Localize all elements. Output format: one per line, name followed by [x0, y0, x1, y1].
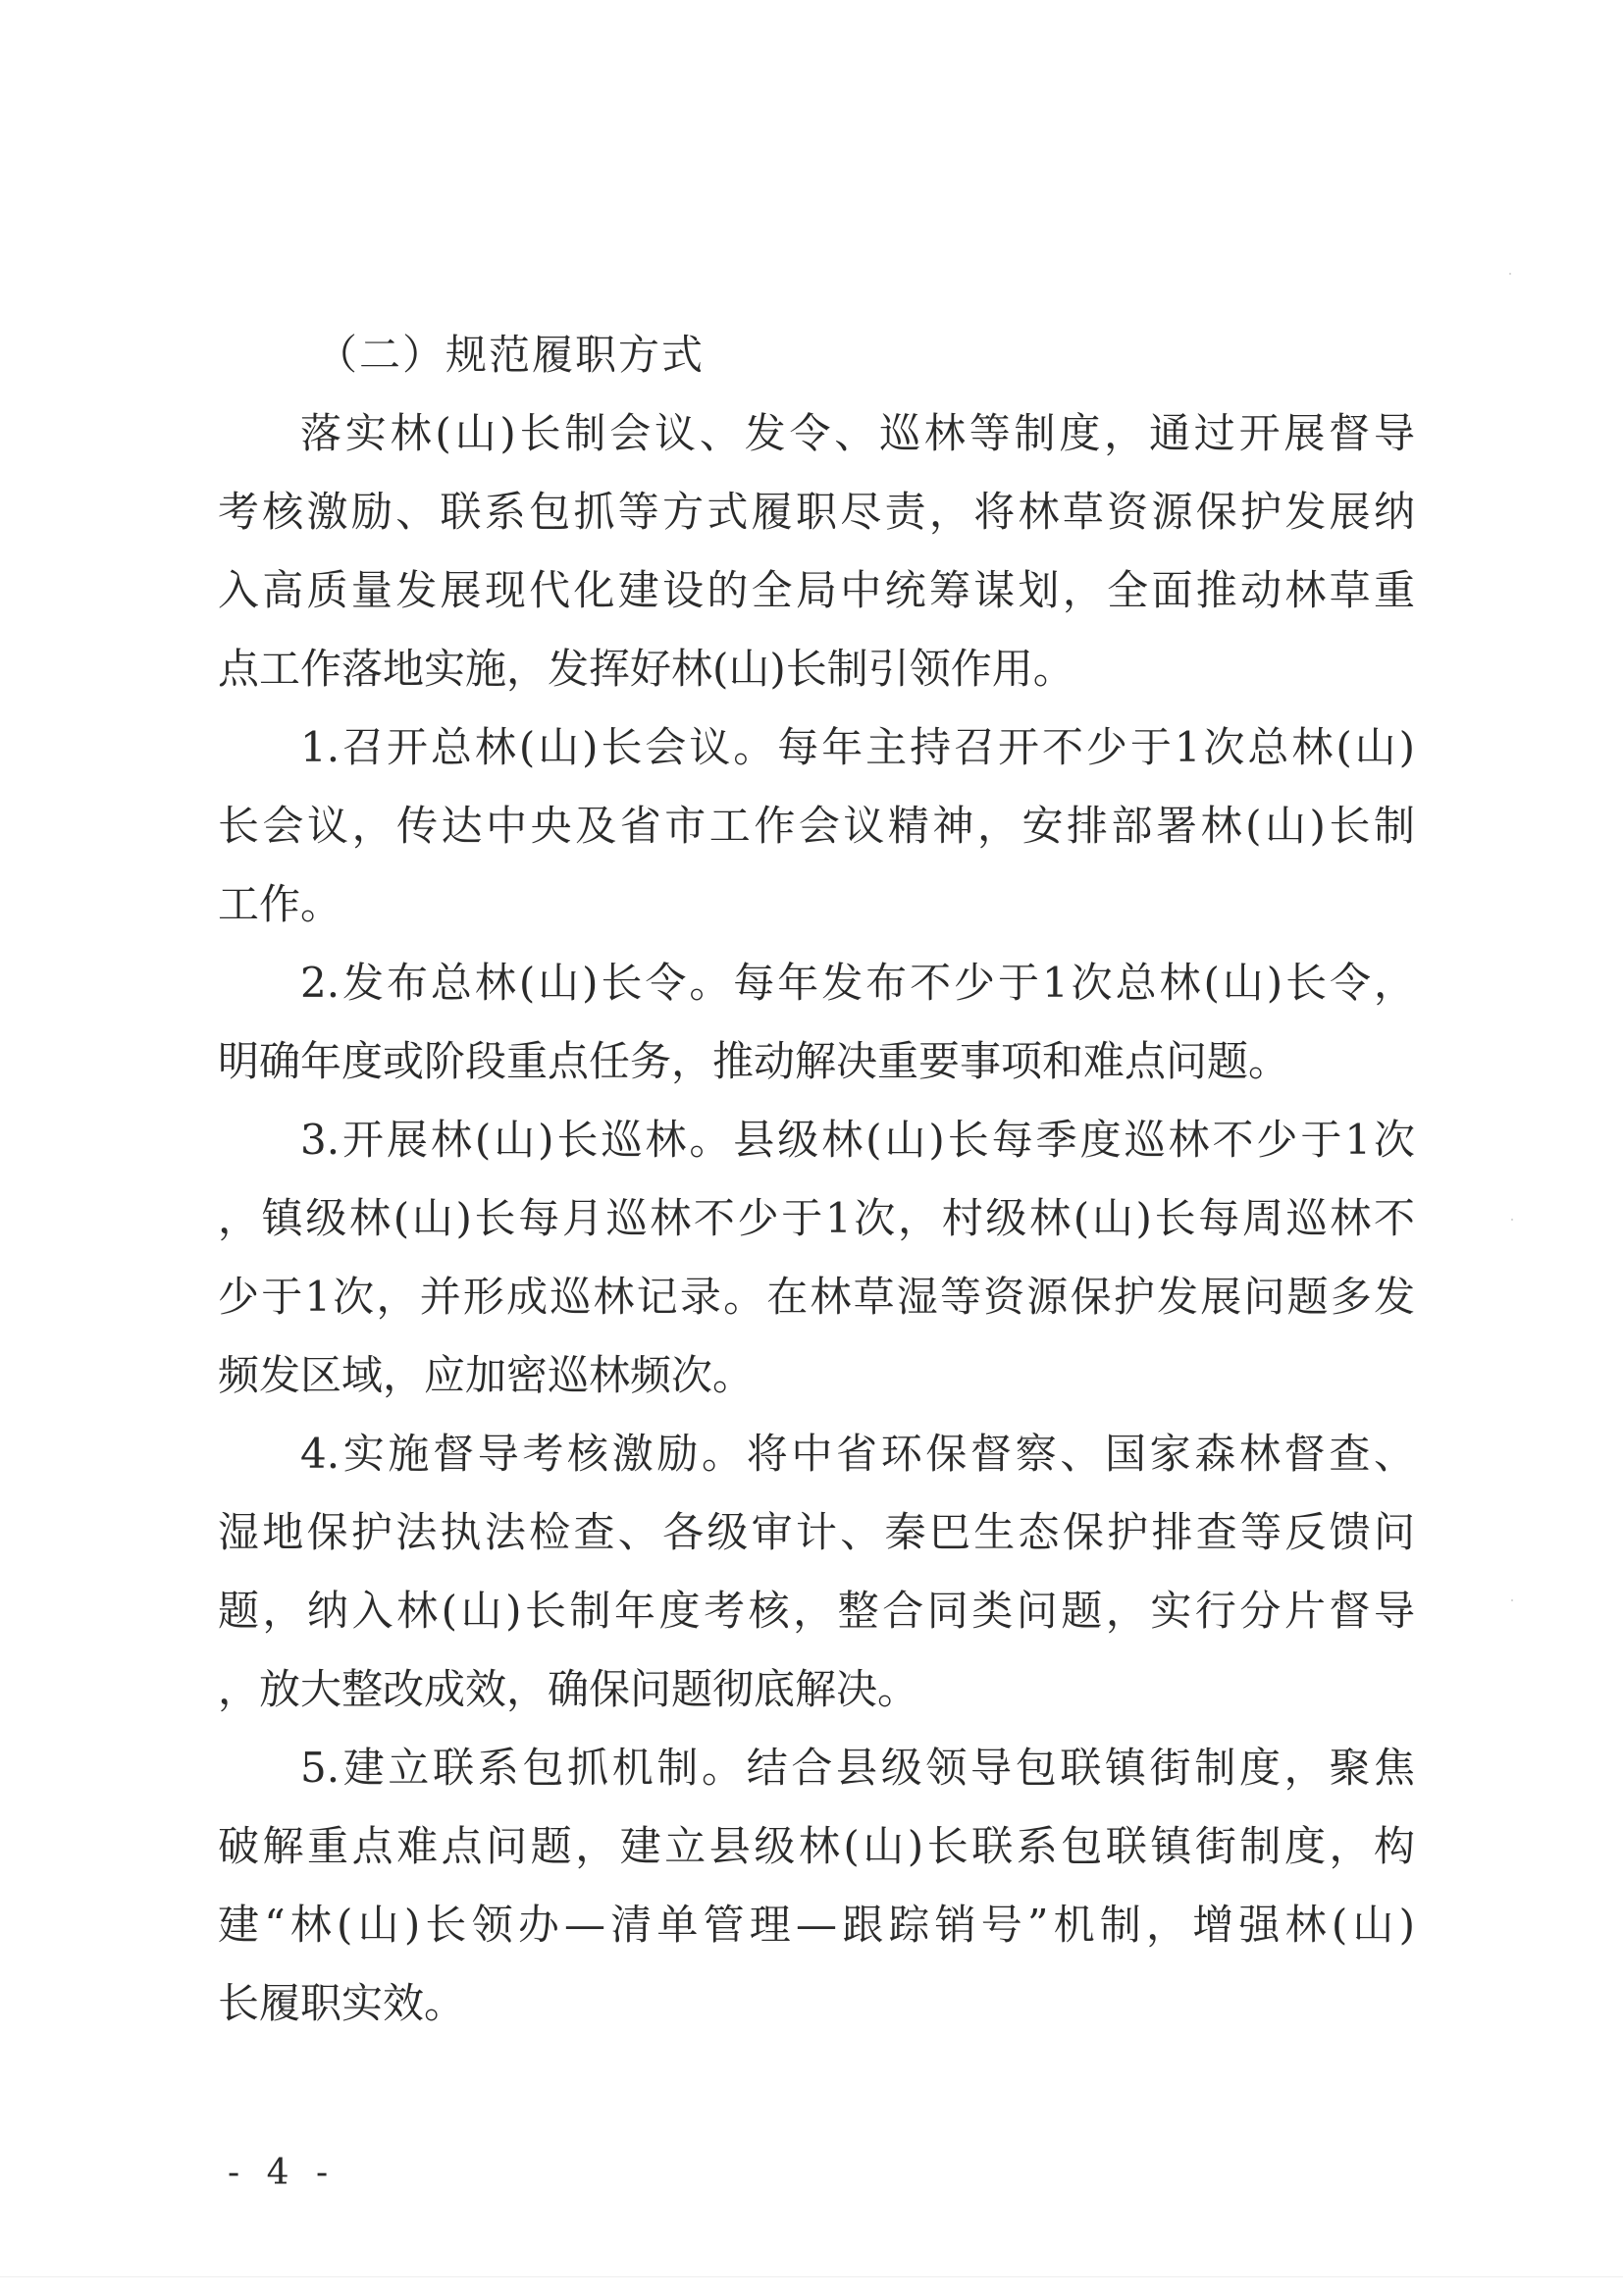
paragraph-2-line-2: 长会议，传达中央及省市工作会议精神，安排部署林(山)长制 [218, 802, 1415, 850]
paragraph-4-line-4: 频发区域，应加密巡林频次。 [218, 1351, 755, 1399]
paragraph-1-line-1: 落实林(山)长制会议、发令、巡林等制度，通过开展督导 [300, 409, 1415, 457]
paragraph-2-line-3: 工作。 [218, 880, 342, 928]
paragraph-6-line-2: 破解重点难点问题，建立县级林(山)长联系包联镇街制度，构 [218, 1822, 1415, 1870]
paragraph-3-line-2: 明确年度或阶段重点任务，推动解决重要事项和难点问题。 [218, 1037, 1290, 1085]
paragraph-4-line-2: ，镇级林(山)长每月巡林不少于1次，村级林(山)长每周巡林不 [218, 1194, 1415, 1242]
paragraph-6-line-4: 长履职实效。 [218, 1979, 466, 2027]
paragraph-5-line-3: 题，纳入林(山)长制年度考核，整合同类问题，实行分片督导 [218, 1587, 1415, 1635]
paragraph-1-line-4: 点工作落地实施，发挥好林(山)长制引领作用。 [218, 645, 1074, 693]
scan-artifact [1511, 1219, 1513, 1221]
scan-artifact [1511, 1599, 1513, 1601]
paragraph-2-line-1: 1.召开总林(山)长会议。每年主持召开不少于1次总林(山) [300, 723, 1415, 771]
paragraph-5-line-1: 4.实施督导考核激励。将中省环保督察、国家森林督查、 [300, 1430, 1415, 1478]
paragraph-6-line-1: 5.建立联系包抓机制。结合县级领导包联镇街制度，聚焦 [300, 1744, 1415, 1792]
paragraph-5-line-2: 湿地保护法执法检查、各级审计、秦巴生态保护排查等反馈问 [218, 1508, 1415, 1556]
scan-artifact [1509, 273, 1511, 275]
section-heading: （二）规范履职方式 [316, 331, 706, 379]
paragraph-4-line-1: 3.开展林(山)长巡林。县级林(山)长每季度巡林不少于1次 [300, 1116, 1415, 1164]
scan-edge [0, 2276, 1623, 2277]
paragraph-1-line-2: 考核激励、联系包抓等方式履职尽责，将林草资源保护发展纳 [218, 488, 1415, 536]
paragraph-3-line-1: 2.发布总林(山)长令。每年发布不少于1次总林(山)长令， [300, 959, 1415, 1007]
page-number: - 4 - [228, 2153, 337, 2193]
paragraph-4-line-3: 少于1次，并形成巡林记录。在林草湿等资源保护发展问题多发 [218, 1273, 1415, 1321]
paragraph-5-line-4: ，放大整改成效，确保问题彻底解决。 [218, 1665, 919, 1713]
paragraph-6-line-3: 建“林(山)长领办—清单管理—跟踪销号”机制，增强林(山) [218, 1901, 1415, 1949]
paragraph-1-line-3: 入高质量发展现代化建设的全局中统筹谋划，全面推动林草重 [218, 566, 1415, 614]
